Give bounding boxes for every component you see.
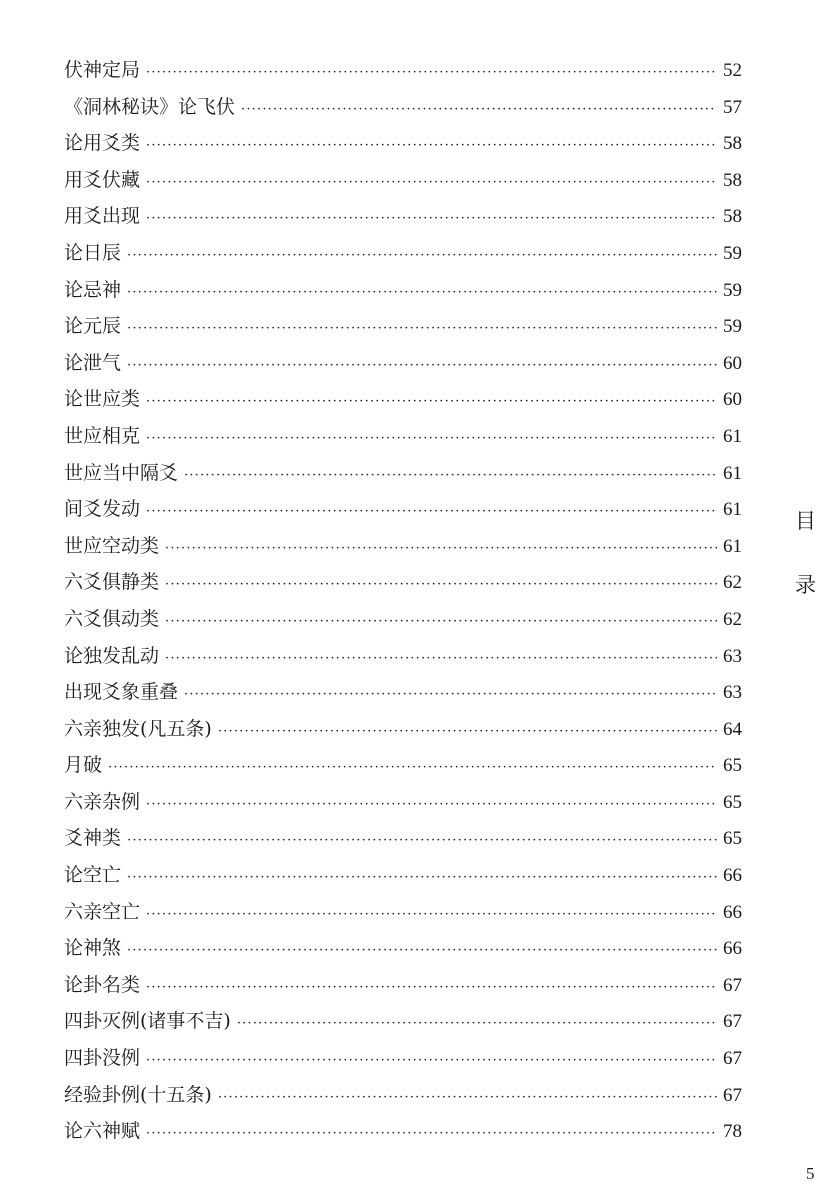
entry-title: 六爻俱动类 xyxy=(64,607,160,630)
dot-leader xyxy=(127,860,717,897)
toc-entry xyxy=(64,564,742,601)
entry-title: 论泄气 xyxy=(64,351,122,374)
entry-page-number: 63 xyxy=(723,682,742,704)
entry-title: 经验卦例(十五条) xyxy=(64,1083,212,1106)
toc-entry xyxy=(64,857,742,894)
entry-title: 间爻发动 xyxy=(64,498,141,521)
toc-entry xyxy=(64,89,742,126)
entry-title: 世应当中隔爻 xyxy=(64,461,179,484)
toc-entry xyxy=(64,528,742,565)
toc-entry xyxy=(64,638,742,675)
entry-page-number: 78 xyxy=(723,1121,742,1143)
dot-leader xyxy=(146,1043,717,1080)
entry-title: 六亲杂例 xyxy=(64,790,141,813)
entry-title: 世应相克 xyxy=(64,424,141,447)
entry-page-number: 61 xyxy=(723,425,742,447)
entry-title: 论卦名类 xyxy=(64,973,141,996)
toc-entry xyxy=(64,784,742,821)
entry-page-number: 59 xyxy=(723,316,742,338)
dot-leader xyxy=(165,531,717,568)
entry-title: 用爻伏藏 xyxy=(64,168,141,191)
entry-page-number: 59 xyxy=(723,279,742,301)
entry-page-number: 65 xyxy=(723,755,742,777)
toc-entry xyxy=(64,1003,742,1040)
toc-entry xyxy=(64,1077,742,1114)
dot-leader xyxy=(184,458,717,495)
entry-title: 六亲空亡 xyxy=(64,900,141,923)
table-of-contents xyxy=(64,52,742,1150)
dot-leader xyxy=(146,787,717,824)
dot-leader xyxy=(146,897,717,934)
entry-page-number: 61 xyxy=(723,499,742,521)
entry-page-number: 66 xyxy=(723,865,742,887)
entry-title: 月破 xyxy=(64,754,103,777)
entry-title: 论六神赋 xyxy=(64,1120,141,1143)
entry-page-number: 60 xyxy=(723,352,742,374)
toc-entry xyxy=(64,894,742,931)
entry-page-number: 67 xyxy=(723,1084,742,1106)
dot-leader xyxy=(146,421,717,458)
dot-leader xyxy=(127,275,717,312)
entry-page-number: 67 xyxy=(723,974,742,996)
toc-entry xyxy=(64,52,742,89)
toc-entry xyxy=(64,125,742,162)
dot-leader xyxy=(146,1116,717,1153)
dot-leader xyxy=(146,128,717,165)
dot-leader xyxy=(237,1006,717,1043)
entry-title: 论神煞 xyxy=(64,937,122,960)
entry-page-number: 65 xyxy=(723,791,742,813)
entry-title: 伏神定局 xyxy=(64,59,141,81)
toc-entry xyxy=(64,674,742,711)
toc-entry xyxy=(64,418,742,455)
entry-title: 论用爻类 xyxy=(64,132,141,155)
entry-page-number: 67 xyxy=(723,1048,742,1070)
page-number: 5 xyxy=(806,1164,815,1183)
toc-entry xyxy=(64,820,742,857)
entry-page-number: 58 xyxy=(723,206,742,228)
section-label-lu: 录 xyxy=(795,573,816,597)
dot-leader xyxy=(108,750,717,787)
entry-title: 论世应类 xyxy=(64,388,141,411)
entry-title: 出现爻象重叠 xyxy=(64,681,179,704)
toc-entry xyxy=(64,235,742,272)
entry-page-number: 62 xyxy=(723,608,742,630)
dot-leader xyxy=(241,92,717,129)
entry-title: 用爻出现 xyxy=(64,205,141,228)
dot-leader xyxy=(127,823,717,860)
entry-page-number: 66 xyxy=(723,938,742,960)
entry-title: 爻神类 xyxy=(64,827,122,850)
entry-title: 论忌神 xyxy=(64,278,122,301)
entry-page-number: 66 xyxy=(723,901,742,923)
toc-entry xyxy=(64,930,742,967)
entry-title: 论空亡 xyxy=(64,864,122,887)
entry-page-number: 61 xyxy=(723,535,742,557)
toc-entry xyxy=(64,308,742,345)
toc-entry xyxy=(64,1113,742,1150)
section-label-mu: 目 xyxy=(795,509,816,533)
entry-title: 世应空动类 xyxy=(64,534,160,557)
entry-page-number: 59 xyxy=(723,242,742,264)
toc-entry xyxy=(64,162,742,199)
dot-leader xyxy=(146,384,717,421)
dot-leader xyxy=(146,494,717,531)
entry-title: 四卦灭例(诸事不吉) xyxy=(64,1010,231,1033)
dot-leader xyxy=(218,1080,717,1117)
entry-page-number: 67 xyxy=(723,1011,742,1033)
entry-page-number: 58 xyxy=(723,133,742,155)
toc-entry xyxy=(64,711,742,748)
toc-entry xyxy=(64,747,742,784)
entry-title: 论独发乱动 xyxy=(64,644,160,667)
dot-leader xyxy=(165,567,717,604)
dot-leader xyxy=(218,714,717,751)
entry-page-number: 62 xyxy=(723,572,742,594)
entry-page-number: 52 xyxy=(723,60,742,81)
dot-leader xyxy=(165,604,717,641)
dot-leader xyxy=(127,933,717,970)
dot-leader xyxy=(165,641,717,678)
entry-title: 六亲独发(凡五条) xyxy=(64,717,212,740)
toc-entry xyxy=(64,455,742,492)
entry-page-number: 57 xyxy=(723,96,742,118)
entry-page-number: 63 xyxy=(723,645,742,667)
dot-leader xyxy=(127,348,717,385)
entry-title: 论元辰 xyxy=(64,315,122,338)
entry-page-number: 64 xyxy=(723,718,742,740)
toc-entry xyxy=(64,381,742,418)
entry-page-number: 60 xyxy=(723,389,742,411)
entry-page-number: 58 xyxy=(723,169,742,191)
dot-leader xyxy=(146,201,717,238)
entry-title: 论日辰 xyxy=(64,241,122,264)
toc-entry xyxy=(64,345,742,382)
dot-leader xyxy=(127,311,717,348)
toc-entry xyxy=(64,491,742,528)
toc-entry xyxy=(64,198,742,235)
toc-entry xyxy=(64,272,742,309)
toc-entry xyxy=(64,967,742,1004)
toc-entry xyxy=(64,601,742,638)
dot-leader xyxy=(184,677,717,714)
dot-leader xyxy=(146,55,717,92)
dot-leader xyxy=(146,970,717,1007)
entry-page-number: 65 xyxy=(723,828,742,850)
toc-entry xyxy=(64,1040,742,1077)
dot-leader xyxy=(127,238,717,275)
entry-title: 四卦没例 xyxy=(64,1047,141,1070)
entry-title: 六爻俱静类 xyxy=(64,571,160,594)
dot-leader xyxy=(146,165,717,202)
entry-page-number: 61 xyxy=(723,462,742,484)
entry-title: 《洞林秘诀》论飞伏 xyxy=(64,95,236,118)
